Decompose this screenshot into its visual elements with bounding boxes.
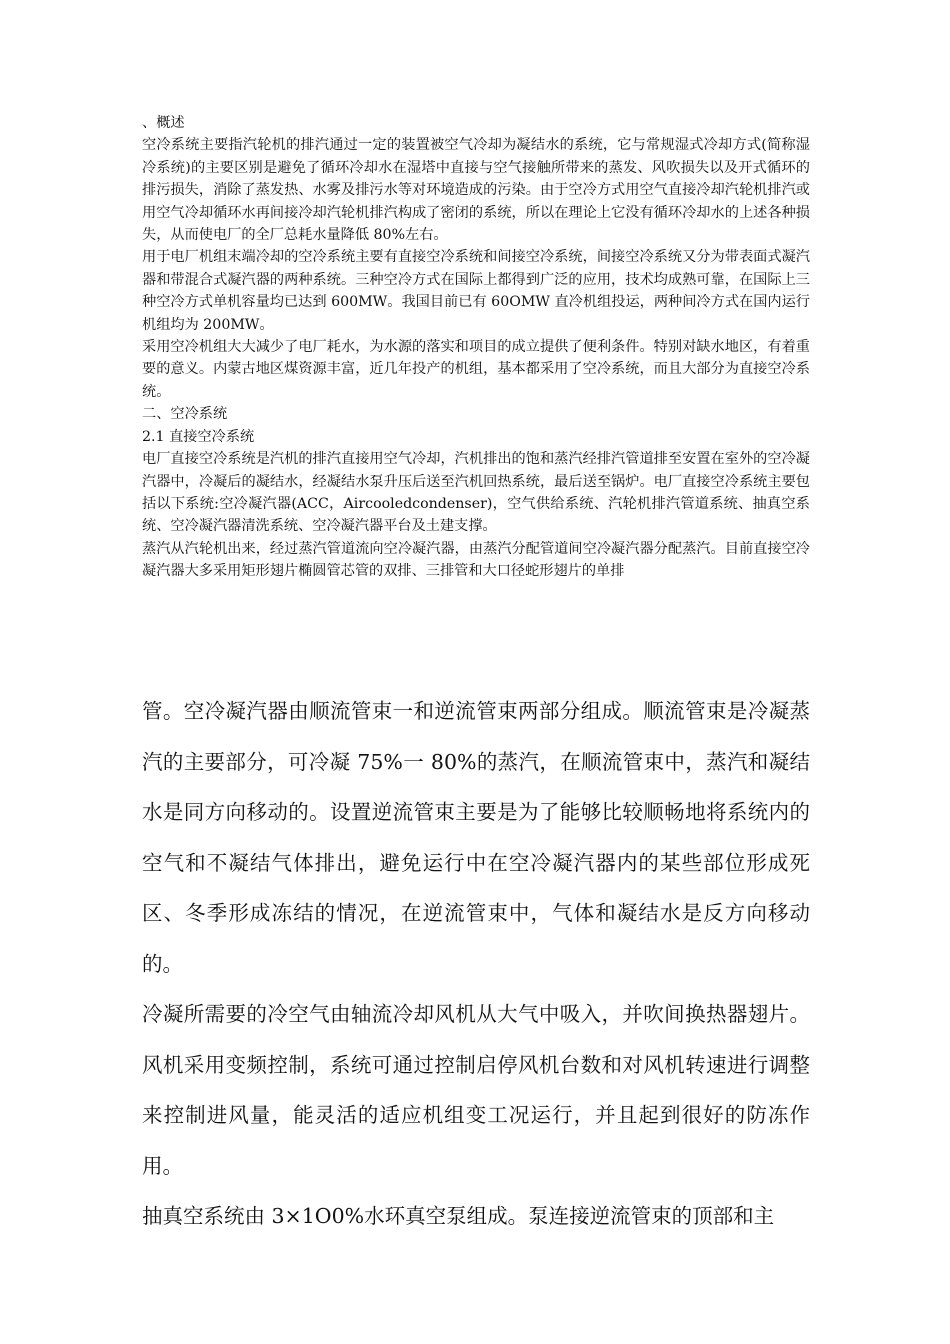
- document-body-large: [142, 686, 810, 1242]
- paragraph-direct-2-part-a: 蒸汽从汽轮机出来，经过蒸汽管道流向空冷凝汽器，由蒸汽分配管道间空冷凝汽器分配蒸汽。目前直接空冷凝汽器大多采用矩形翅片椭圆管芯管的双排、三排管和大口径蛇形翅片的单排: [142, 540, 810, 580]
- paragraph-overview-1: 空冷系统主要指汽轮机的排汽通过一定的装置被空气冷却为凝结水的系统，它与常规湿式冷却方式(简称湿冷系统)的主要区别是避免了循环冷却水在湿塔中直接与空气接触所带来的蒸发、风吹损失以及开式循环的排污损失，消除了蒸发热、水雾及排污水等对环境造成的污染。由于空冷方式用空气直接冷却汽轮机排汽或用空气冷却循环水再间接冷却汽轮机排汽构成了密闭的系统，所以在理论上它没有循环冷却水的上述各种损失，从而使电厂的全厂总耗水量降低 80%左右。: [142, 137, 810, 244]
- paragraph-vacuum: 抽真空系统由 3×1O0%水环真空泵组成。泵连接逆流管束的顶部和主: [142, 1204, 775, 1228]
- heading-section-2-1: 2.1 直接空冷系统: [142, 428, 255, 445]
- paragraph-direct-1: 电厂直接空冷系统是汽机的排汽直接用空气冷却，汽机排出的饱和蒸汽经排汽管道排至安置在室外的空冷凝汽器中，冷凝后的凝结水，经凝结水泵升压后送至汽机回热系统，最后送至锅炉。电厂直接空冷系统主要包括以下系统:空冷凝汽器(ACC，Aircooledcondenser)，空气供给系统、汽轮机排汽管道系统、抽真空系统、空冷凝汽器清洗系统、空冷凝汽器平台及土建支撑。: [142, 451, 810, 535]
- paragraph-fan: 冷凝所需要的冷空气由轴流冷却风机从大气中吸入，并吹间换热器翅片。风机采用变频控制，系统可通过控制启停风机台数和对风机转速进行调整来控制进风量，能灵活的适应机组变工况运行，并且起到很好的防冻作用。: [142, 1002, 810, 1178]
- paragraph-overview-2: 用于电厂机组末端冷却的空冷系统主要有直接空冷系统和间接空冷系统，间接空冷系统又分为带表面式凝汽器和带混合式凝汽器的两种系统。三种空冷方式在国际上都得到广泛的应用，技术均成熟可靠，在国际上三种空冷方式单机容量均已达到 600MW。我国目前已有 60OMW 直冷机组投运，两种间冷方式在国内运行机组均为 200MW。: [142, 249, 810, 333]
- heading-overview: 、概述: [142, 115, 185, 131]
- paragraph-overview-3: 采用空冷机组大大减少了电厂耗水，为水源的落实和项目的成立提供了便利条件。特别对缺水地区，有着重要的意义。内蒙古地区煤资源丰富，近几年投产的机组，基本都采用了空冷系统，而且大部分为直接空冷系统。: [142, 339, 810, 400]
- heading-section-2: 二、空冷系统: [142, 406, 228, 423]
- document-body-small: [142, 112, 810, 583]
- paragraph-direct-2-part-b: 管。空冷凝汽器由顺流管束一和逆流管束两部分组成。顺流管束是冷凝蒸汽的主要部分，可冷凝 75%一 80%的蒸汽，在顺流管束中，蒸汽和凝结水是同方向移动的。设置逆流管束主要是为了能够比较顺畅地将系统内的空气和不凝结气体排出，避免运行中在空冷凝汽器内的某些部位形成死区、冬季形成冻结的情况，在逆流管束中，气体和凝结水是反方向移动的。: [142, 699, 810, 976]
